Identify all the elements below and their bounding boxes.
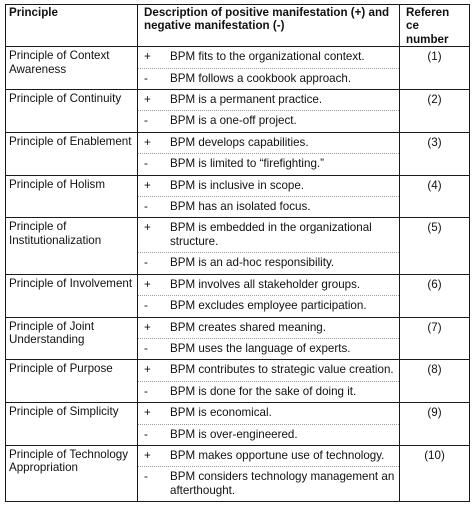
manifestation-cell xyxy=(138,403,400,446)
positive-manifestation-text: BPM creates shared meaning. xyxy=(170,320,326,334)
positive-manifestation xyxy=(138,47,399,67)
positive-manifestation xyxy=(138,360,399,380)
manifestation-cell xyxy=(138,274,400,317)
header-principle: Principle xyxy=(6,5,138,47)
table-row xyxy=(6,90,470,133)
manifestation-cell xyxy=(138,47,400,90)
positive-manifestation-text: BPM is embedded in the organizational structure. xyxy=(170,221,372,248)
reference-number: (9) xyxy=(427,406,442,420)
positive-manifestation-text: BPM is economical. xyxy=(170,406,272,420)
negative-manifestation-text: BPM uses the language of experts. xyxy=(170,341,351,355)
negative-manifestation xyxy=(138,295,399,316)
negative-sign: - xyxy=(144,71,148,85)
header-reference: Referen ce number xyxy=(400,5,470,47)
positive-sign: + xyxy=(144,135,151,149)
reference-number: (7) xyxy=(427,320,442,334)
reference-cell xyxy=(400,47,470,90)
reference-number: (5) xyxy=(427,221,442,235)
positive-manifestation xyxy=(138,318,399,338)
table-row xyxy=(6,218,470,274)
table-row xyxy=(6,175,470,218)
positive-manifestation-text: BPM develops capabilities. xyxy=(170,135,309,149)
negative-manifestation xyxy=(138,153,399,174)
negative-manifestation xyxy=(138,252,399,273)
negative-manifestation-text: BPM is over-engineered. xyxy=(170,427,298,441)
header-row xyxy=(6,5,470,47)
manifestation-cell xyxy=(138,445,400,501)
manifestation-cell xyxy=(138,132,400,175)
principle-cell: Principle of Institutionalization xyxy=(6,218,138,274)
table-row xyxy=(6,360,470,403)
negative-manifestation-text: BPM is done for the sake of doing it. xyxy=(170,384,357,398)
positive-manifestation-text: BPM is inclusive in scope. xyxy=(170,178,305,192)
principle-cell: Principle of Technology Appropriation xyxy=(6,445,138,501)
positive-manifestation xyxy=(138,176,399,196)
negative-manifestation xyxy=(138,466,399,501)
table-row xyxy=(6,274,470,317)
table-row xyxy=(6,47,470,90)
reference-number: (2) xyxy=(427,93,442,107)
negative-sign: - xyxy=(144,341,148,355)
positive-manifestation-text: BPM contributes to strategic value creation. xyxy=(170,363,394,377)
negative-manifestation-text: BPM follows a cookbook approach. xyxy=(170,71,352,85)
reference-number: (6) xyxy=(427,277,442,291)
reference-cell xyxy=(400,90,470,133)
positive-sign: + xyxy=(144,448,151,462)
positive-sign: + xyxy=(144,320,151,334)
reference-cell xyxy=(400,218,470,274)
reference-number: (1) xyxy=(427,50,442,64)
positive-manifestation xyxy=(138,133,399,153)
negative-manifestation xyxy=(138,196,399,217)
principle-cell: Principle of Context Awareness xyxy=(6,47,138,90)
manifestation-cell xyxy=(138,90,400,133)
negative-manifestation xyxy=(138,68,399,89)
table-row xyxy=(6,403,470,446)
reference-number: (4) xyxy=(427,178,442,192)
manifestation-cell xyxy=(138,317,400,360)
positive-manifestation xyxy=(138,446,399,466)
principle-cell: Principle of Simplicity xyxy=(6,403,138,446)
negative-manifestation-text: BPM excludes employee participation. xyxy=(170,299,367,313)
negative-sign: - xyxy=(144,427,148,441)
positive-manifestation-text: BPM fits to the organizational context. xyxy=(170,50,365,64)
negative-manifestation-text: BPM is a one-off project. xyxy=(170,114,297,128)
positive-manifestation xyxy=(138,275,399,295)
positive-sign: + xyxy=(144,221,151,235)
manifestation-cell xyxy=(138,218,400,274)
negative-manifestation-text: BPM is limited to “firefighting.” xyxy=(170,157,324,171)
negative-manifestation-text: BPM has an isolated focus. xyxy=(170,200,311,214)
positive-manifestation-text: BPM makes opportune use of technology. xyxy=(170,448,385,462)
reference-cell xyxy=(400,403,470,446)
header-description: Description of positive manifestation (+) and negative manifestation (-) xyxy=(138,5,400,47)
table-row xyxy=(6,132,470,175)
positive-manifestation-text: BPM involves all stakeholder groups. xyxy=(170,277,361,291)
negative-sign: - xyxy=(144,200,148,214)
negative-sign: - xyxy=(144,470,148,484)
manifestation-cell xyxy=(138,360,400,403)
negative-sign: - xyxy=(144,114,148,128)
principles-table xyxy=(5,4,470,502)
reference-number: (3) xyxy=(427,135,442,149)
manifestation-cell xyxy=(138,175,400,218)
reference-cell xyxy=(400,175,470,218)
negative-manifestation xyxy=(138,424,399,445)
reference-cell xyxy=(400,132,470,175)
principle-cell: Principle of Holism xyxy=(6,175,138,218)
negative-sign: - xyxy=(144,299,148,313)
negative-sign: - xyxy=(144,157,148,171)
negative-manifestation-text: BPM considers technology management an afterthought. xyxy=(170,470,395,497)
principle-cell: Principle of Purpose xyxy=(6,360,138,403)
reference-cell xyxy=(400,445,470,501)
table-body xyxy=(6,47,470,502)
reference-cell xyxy=(400,360,470,403)
positive-sign: + xyxy=(144,50,151,64)
reference-cell xyxy=(400,274,470,317)
positive-manifestation xyxy=(138,403,399,423)
positive-sign: + xyxy=(144,93,151,107)
principle-cell: Principle of Joint Understanding xyxy=(6,317,138,360)
positive-manifestation-text: BPM is a permanent practice. xyxy=(170,93,323,107)
reference-cell xyxy=(400,317,470,360)
positive-sign: + xyxy=(144,406,151,420)
positive-manifestation xyxy=(138,218,399,252)
table-row xyxy=(6,445,470,501)
negative-manifestation xyxy=(138,338,399,359)
table-row xyxy=(6,317,470,360)
reference-number: (10) xyxy=(424,448,445,462)
positive-sign: + xyxy=(144,178,151,192)
negative-manifestation xyxy=(138,381,399,402)
negative-sign: - xyxy=(144,256,148,270)
negative-manifestation-text: BPM is an ad-hoc responsibility. xyxy=(170,256,335,270)
negative-sign: - xyxy=(144,384,148,398)
principle-cell: Principle of Continuity xyxy=(6,90,138,133)
positive-sign: + xyxy=(144,277,151,291)
principle-cell: Principle of Enablement xyxy=(6,132,138,175)
reference-number: (8) xyxy=(427,363,442,377)
principle-cell: Principle of Involvement xyxy=(6,274,138,317)
positive-manifestation xyxy=(138,90,399,110)
negative-manifestation xyxy=(138,110,399,131)
positive-sign: + xyxy=(144,363,151,377)
